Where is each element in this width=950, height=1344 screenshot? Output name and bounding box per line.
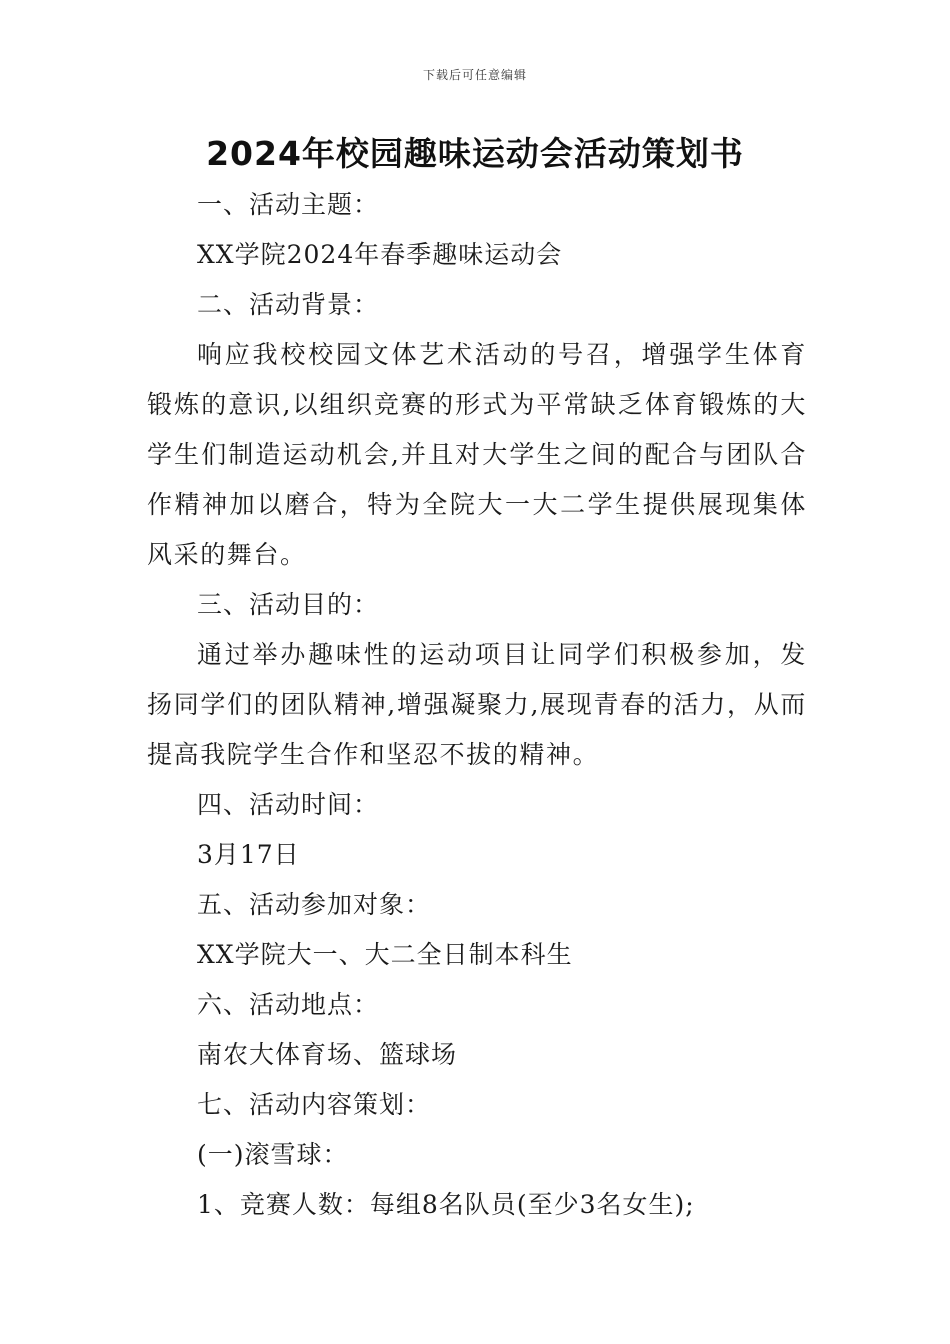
document-body — [147, 180, 807, 1230]
section-heading-time: 四、活动时间： — [197, 790, 380, 819]
section-heading-location: 六、活动地点： — [197, 990, 380, 1019]
header-note: 下载后可任意编辑 — [422, 68, 527, 82]
section-text-location: 南农大体育场、篮球场 — [197, 1040, 458, 1069]
section-heading-content: 七、活动内容策划： — [197, 1090, 432, 1119]
section-text-participants: XX学院大一、大二全日制本科生 — [197, 940, 573, 969]
subsection-heading-snowball: (一)滚雪球： — [197, 1140, 349, 1169]
section-text-background: 响应我校校园文体艺术活动的号召，增强学生体育锻炼的意识,以组织竞赛的形式为平常缺乏体育锻炼的大学生们制造运动机会,并且对大学生之间的配合与团队合作精神加以磨合，特为全院大一大二学生提供展现集体风采的舞台。 — [147, 340, 807, 569]
section-heading-background: 二、活动背景： — [197, 290, 380, 319]
document-title: 2024年校园趣味运动会活动策划书 — [206, 134, 744, 173]
list-item-participants: 1、竞赛人数：每组8名队员(至少3名女生); — [197, 1190, 695, 1219]
section-heading-purpose: 三、活动目的： — [197, 590, 380, 619]
section-text-time: 3月17日 — [197, 840, 300, 869]
section-text-theme: XX学院2024年春季趣味运动会 — [197, 240, 563, 269]
section-heading-theme: 一、活动主题： — [197, 190, 380, 219]
section-heading-participants: 五、活动参加对象： — [197, 890, 432, 919]
section-text-purpose: 通过举办趣味性的运动项目让同学们积极参加，发扬同学们的团队精神,增强凝聚力,展现青春的活力，从而提高我院学生合作和坚忍不拔的精神。 — [147, 640, 807, 769]
